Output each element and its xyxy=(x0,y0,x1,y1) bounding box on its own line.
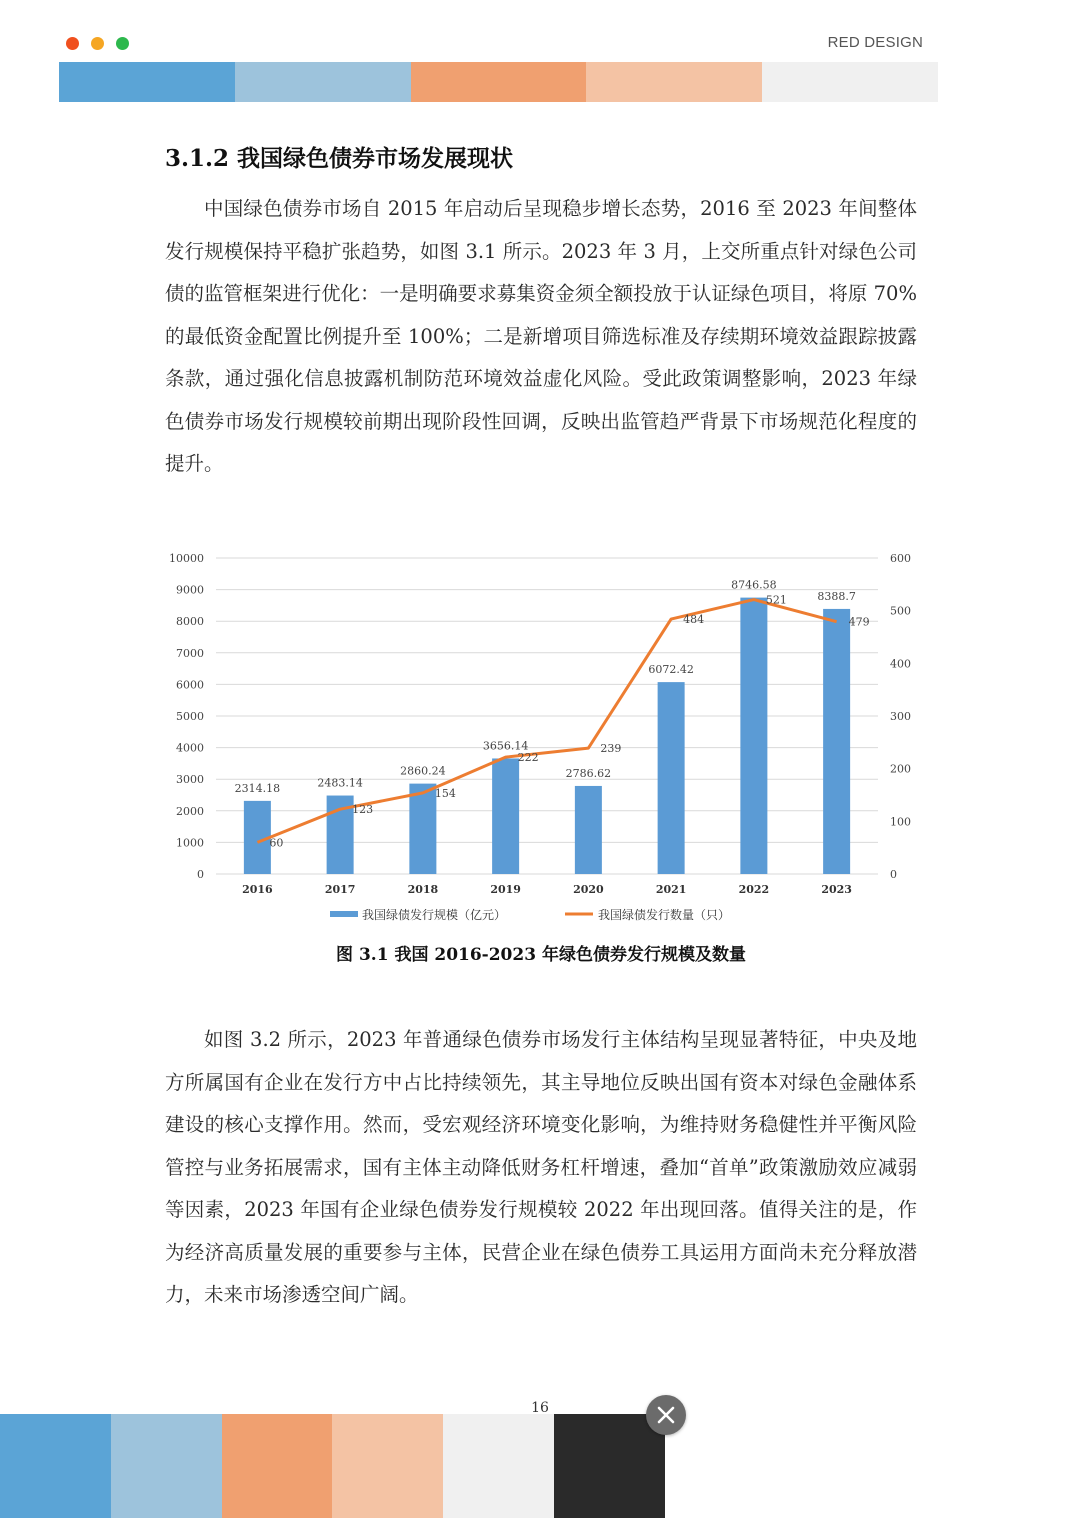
line-value-label: 484 xyxy=(683,613,705,627)
brand-label: RED DESIGN xyxy=(827,34,923,51)
color-block xyxy=(554,1414,665,1518)
y-left-tick-label: 4000 xyxy=(176,741,204,755)
y-right-tick-label: 400 xyxy=(890,657,911,671)
bar xyxy=(658,682,685,874)
color-block xyxy=(411,62,587,102)
footer-color-bar xyxy=(0,1414,665,1518)
x-tick-label: 2017 xyxy=(324,883,356,896)
y-left-tick-label: 6000 xyxy=(176,678,204,692)
line-value-label: 222 xyxy=(517,751,539,765)
y-left-tick-label: 1000 xyxy=(176,836,204,850)
green-bond-chart xyxy=(160,540,920,930)
bar xyxy=(740,598,767,874)
line-value-label: 521 xyxy=(765,593,787,607)
bar-series xyxy=(244,598,850,874)
color-block xyxy=(235,62,411,102)
y-right-tick-label: 300 xyxy=(890,710,911,723)
window-dots xyxy=(66,37,129,50)
line-value-label: 123 xyxy=(352,803,374,817)
bar xyxy=(823,609,850,874)
body-paragraph: 如图 3.2 所示，2023 年普通绿色债券市场发行主体结构呈现显著特征，中央及地方所属国有企业在发行方中占比持续领先，其主导地位反映出国有资本对绿色金融体系建设的核心支撑作用。然而，受宏观经济环境变化影响，为维持财务稳健性并平衡风险管控与业务拓展需求，国有主体主动降低财务杠杆增速，叠加“首单”政策激励效应减弱等因素，2023 年国有企业绿色债券发行规模较 2022 年出现回落。值得关注的是，作为经济高质量发展的重要参与主体，民营企业在绿色债券工具运用方面尚未充分释放潜力，未来市场渗透空间广阔。 xyxy=(165,1028,917,1306)
bar-value-label: 2314.18 xyxy=(234,781,281,795)
yellow-dot xyxy=(91,37,104,50)
color-block xyxy=(59,62,235,102)
bar-value-label: 2860.24 xyxy=(400,764,446,778)
y-axis-left xyxy=(169,552,204,881)
color-block xyxy=(111,1414,222,1518)
y-axis-right xyxy=(890,552,911,881)
line-value-label: 479 xyxy=(848,615,870,629)
y-left-tick-label: 10000 xyxy=(169,552,204,565)
y-left-tick-label: 7000 xyxy=(176,646,204,660)
bar-value-label: 3656.14 xyxy=(482,739,529,753)
green-dot xyxy=(116,37,129,50)
legend-line-label: 我国绿债发行数量（只） xyxy=(598,908,731,922)
line-value-label: 60 xyxy=(269,836,284,850)
y-left-tick-label: 0 xyxy=(197,868,204,881)
bar-value-label: 8388.7 xyxy=(817,589,856,603)
color-block xyxy=(0,1414,111,1518)
line-value-label: 154 xyxy=(434,786,456,800)
page-number: 16 xyxy=(531,1400,549,1416)
close-icon xyxy=(656,1405,676,1425)
figure-caption: 图 3.1 我国 2016-2023 年绿色债券发行规模及数量 xyxy=(336,945,746,965)
y-right-tick-label: 600 xyxy=(890,552,911,565)
section-title: 3.1.2 我国绿色债券市场发展现状 xyxy=(165,145,514,172)
bar xyxy=(575,786,602,874)
body-paragraph: 中国绿色债券市场自 2015 年启动后呈现稳步增长态势，2016 至 2023 年间整体发行规模保持平稳扩张趋势，如图 3.1 所示。2023 年 3 月，上交所重点针对绿色公司债的监管框架进行优化：一是明确要求募集资金须全额投放于认证绿色项目，将原 70%的最低资金配置比例提升至 100%；二是新增项目筛选标准及存续期环境效益跟踪披露条款，通过强化信息披露机制防范环境效益虚化风险。受此政策调整影响，2023 年绿色债券市场发行规模较前期出现阶段性回调，反映出监管趋严背景下市场规范化程度的提升。 xyxy=(165,197,917,475)
x-tick-label: 2018 xyxy=(407,883,439,896)
x-tick-label: 2016 xyxy=(242,883,273,896)
y-right-tick-label: 200 xyxy=(890,762,911,776)
close-button[interactable] xyxy=(646,1395,686,1435)
chart-legend xyxy=(330,907,730,922)
legend-bar-label: 我国绿债发行规模（亿元） xyxy=(362,908,507,922)
bar-value-label: 8746.58 xyxy=(731,578,777,592)
color-block xyxy=(222,1414,333,1518)
y-left-tick-label: 9000 xyxy=(176,583,204,597)
y-left-tick-label: 3000 xyxy=(176,773,204,787)
bar-value-label: 6072.42 xyxy=(648,663,694,677)
y-right-tick-label: 100 xyxy=(890,815,911,829)
color-block xyxy=(332,1414,443,1518)
line-value-label: 239 xyxy=(600,742,622,756)
x-axis xyxy=(242,883,852,896)
x-tick-label: 2020 xyxy=(573,883,604,896)
color-block xyxy=(443,1414,554,1518)
y-left-tick-label: 8000 xyxy=(176,615,204,629)
bar-value-label: 2786.62 xyxy=(565,766,612,780)
y-right-tick-label: 500 xyxy=(890,604,911,618)
x-tick-label: 2022 xyxy=(738,883,770,896)
red-dot xyxy=(66,37,79,50)
y-left-tick-label: 2000 xyxy=(176,804,204,818)
x-tick-label: 2019 xyxy=(490,883,521,896)
header-color-bar xyxy=(59,62,938,102)
bar-value-label: 2483.14 xyxy=(317,776,363,790)
bar xyxy=(492,758,519,874)
x-tick-label: 2021 xyxy=(655,883,687,896)
legend-bar-swatch xyxy=(330,911,358,917)
bar xyxy=(409,784,436,874)
color-block xyxy=(586,62,762,102)
x-tick-label: 2023 xyxy=(821,883,852,896)
y-right-tick-label: 0 xyxy=(890,868,897,881)
y-left-tick-label: 5000 xyxy=(176,710,204,723)
color-block xyxy=(762,62,938,102)
